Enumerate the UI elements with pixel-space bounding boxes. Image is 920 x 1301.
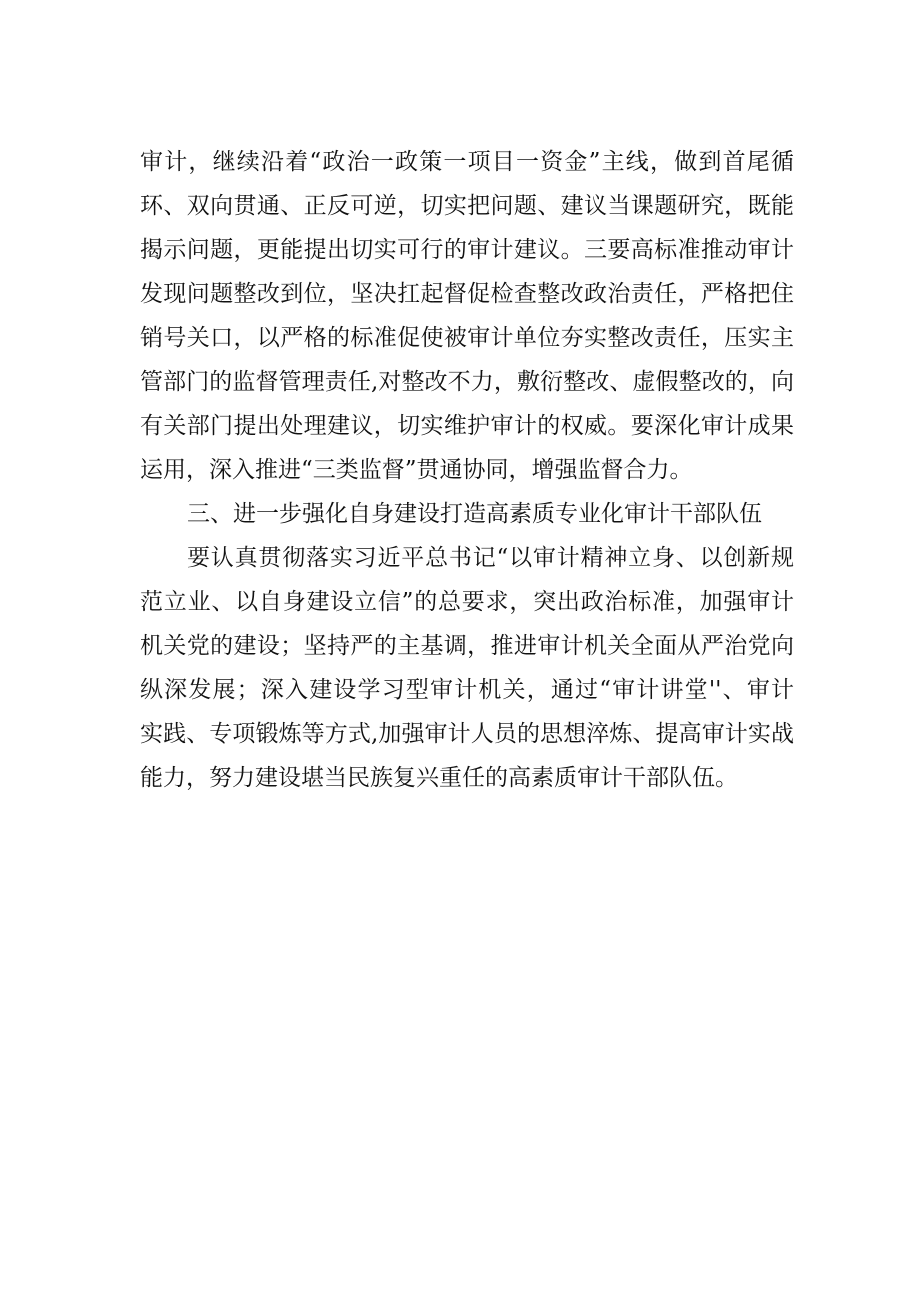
text-line: 纵深发展；深入建设学习型审计机关，通过“审计讲堂''、审计 — [140, 677, 794, 703]
section-heading: 三、进一步强化自身建设打造高素质专业化审计干部队伍 — [187, 501, 762, 527]
text-line: 机关党的建设；坚持严的主基调，推进审计机关全面从严治党向 — [140, 633, 794, 659]
text-line: 实践、专项锻炼等方式,加强审计人员的思想淬炼、提高审计实战 — [140, 721, 794, 747]
text-line: 揭示问题，更能提出切实可行的审计建议。三要高标准推动审计 — [140, 237, 794, 263]
text-line: 审计，继续沿着“政治一政策一项目一资金”主线，做到首尾循 — [140, 149, 794, 175]
text-line: 要认真贯彻落实习近平总书记“以审计精神立身、以创新规 — [187, 545, 794, 571]
text-line: 发现问题整改到位，坚决扛起督促检查整改政治责任，严格把住 — [140, 281, 794, 307]
document-body — [140, 140, 794, 800]
paragraph-self-construction — [140, 536, 794, 800]
text-line: 范立业、以自身建设立信”的总要求，突出政治标准，加强审计 — [140, 589, 794, 615]
text-line: 能力，努力建设堪当民族复兴重任的高素质审计干部队伍。 — [140, 765, 738, 791]
text-line: 销号关口，以严格的标准促使被审计单位夯实整改责任，压实主 — [140, 325, 794, 351]
text-line: 管部门的监督管理责任,对整改不力，敷衍整改、虚假整改的，向 — [140, 369, 794, 395]
text-line: 有关部门提出处理建议，切实维护审计的权威。要深化审计成果 — [140, 413, 794, 439]
text-line: 环、双向贯通、正反可逆，切实把问题、建议当课题研究，既能 — [140, 193, 794, 219]
paragraph-audit-rectification — [140, 140, 794, 492]
text-line: 运用，深入推进“三类监督”贯通协同，增强监督合力。 — [140, 457, 693, 483]
